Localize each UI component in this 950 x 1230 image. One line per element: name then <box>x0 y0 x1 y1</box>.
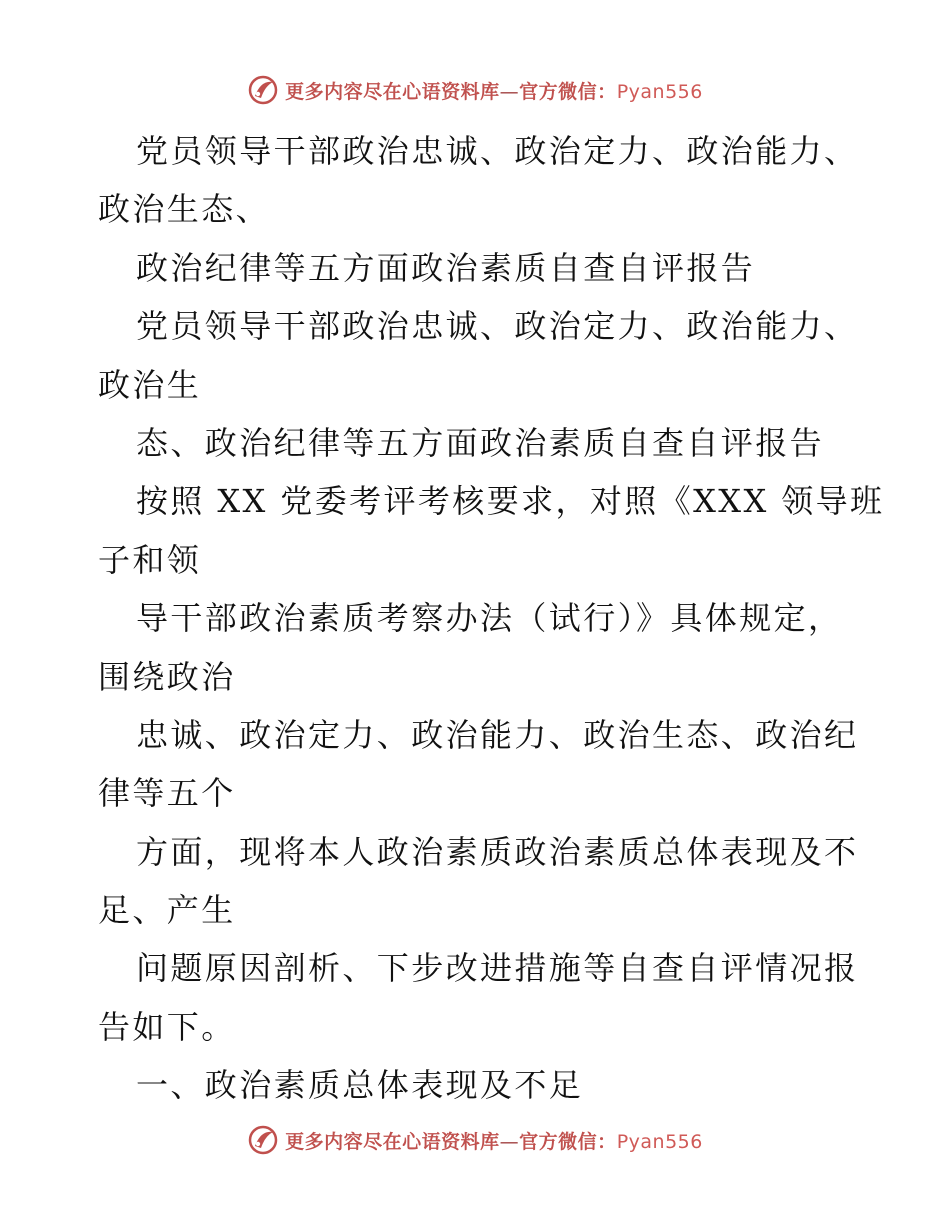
body-line: 问题原因剖析、下步改进措施等自查自评情况报 <box>136 949 859 988</box>
footer-watermark <box>0 1120 950 1160</box>
watermark-dash: — <box>499 80 520 103</box>
body-line: 态、政治纪律等五方面政治素质自查自评报告 <box>136 423 825 462</box>
watermark-site: 更多内容尽在心语资料库 <box>285 80 500 103</box>
watermark-official: 官方微信： <box>519 80 617 103</box>
watermark-text <box>285 1127 703 1154</box>
body-line: 律等五个 <box>98 774 236 813</box>
body-line: 党员领导干部政治忠诚、政治定力、政治能力、 <box>136 307 859 346</box>
body-line: 政治纪律等五方面政治素质自查自评报告 <box>136 248 756 287</box>
body-line: 子和领 <box>98 540 202 579</box>
body-line: 按照 XX 党委考评考核要求，对照《XXX 领导班 <box>136 482 885 521</box>
body-line: 政治生态、 <box>98 190 271 229</box>
body-line: 导干部政治素质考察办法（试行）》具体规定， <box>136 599 843 638</box>
header-watermark <box>0 70 950 110</box>
body-line: 围绕政治 <box>98 657 236 696</box>
body-line: 足、产生 <box>98 891 236 930</box>
body-line: 党员领导干部政治忠诚、政治定力、政治能力、 <box>136 132 859 170</box>
watermark-account: Pyan556 <box>616 80 703 103</box>
body-line: 忠诚、政治定力、政治能力、政治生态、政治纪 <box>136 715 859 754</box>
logo-icon <box>247 1124 279 1156</box>
watermark-text <box>285 77 703 104</box>
watermark-official: 官方微信： <box>519 1130 617 1153</box>
watermark-dash: — <box>499 1130 520 1153</box>
logo-icon <box>247 74 279 106</box>
body-line: 方面，现将本人政治素质政治素质总体表现及不 <box>136 832 859 871</box>
body-line: 政治生 <box>98 365 202 404</box>
watermark-site: 更多内容尽在心语资料库 <box>285 1130 500 1153</box>
document-body <box>98 122 885 1115</box>
watermark-account: Pyan556 <box>616 1130 703 1153</box>
section-heading: 一、政治素质总体表现及不足 <box>136 1066 584 1105</box>
body-line: 告如下。 <box>98 1007 236 1046</box>
